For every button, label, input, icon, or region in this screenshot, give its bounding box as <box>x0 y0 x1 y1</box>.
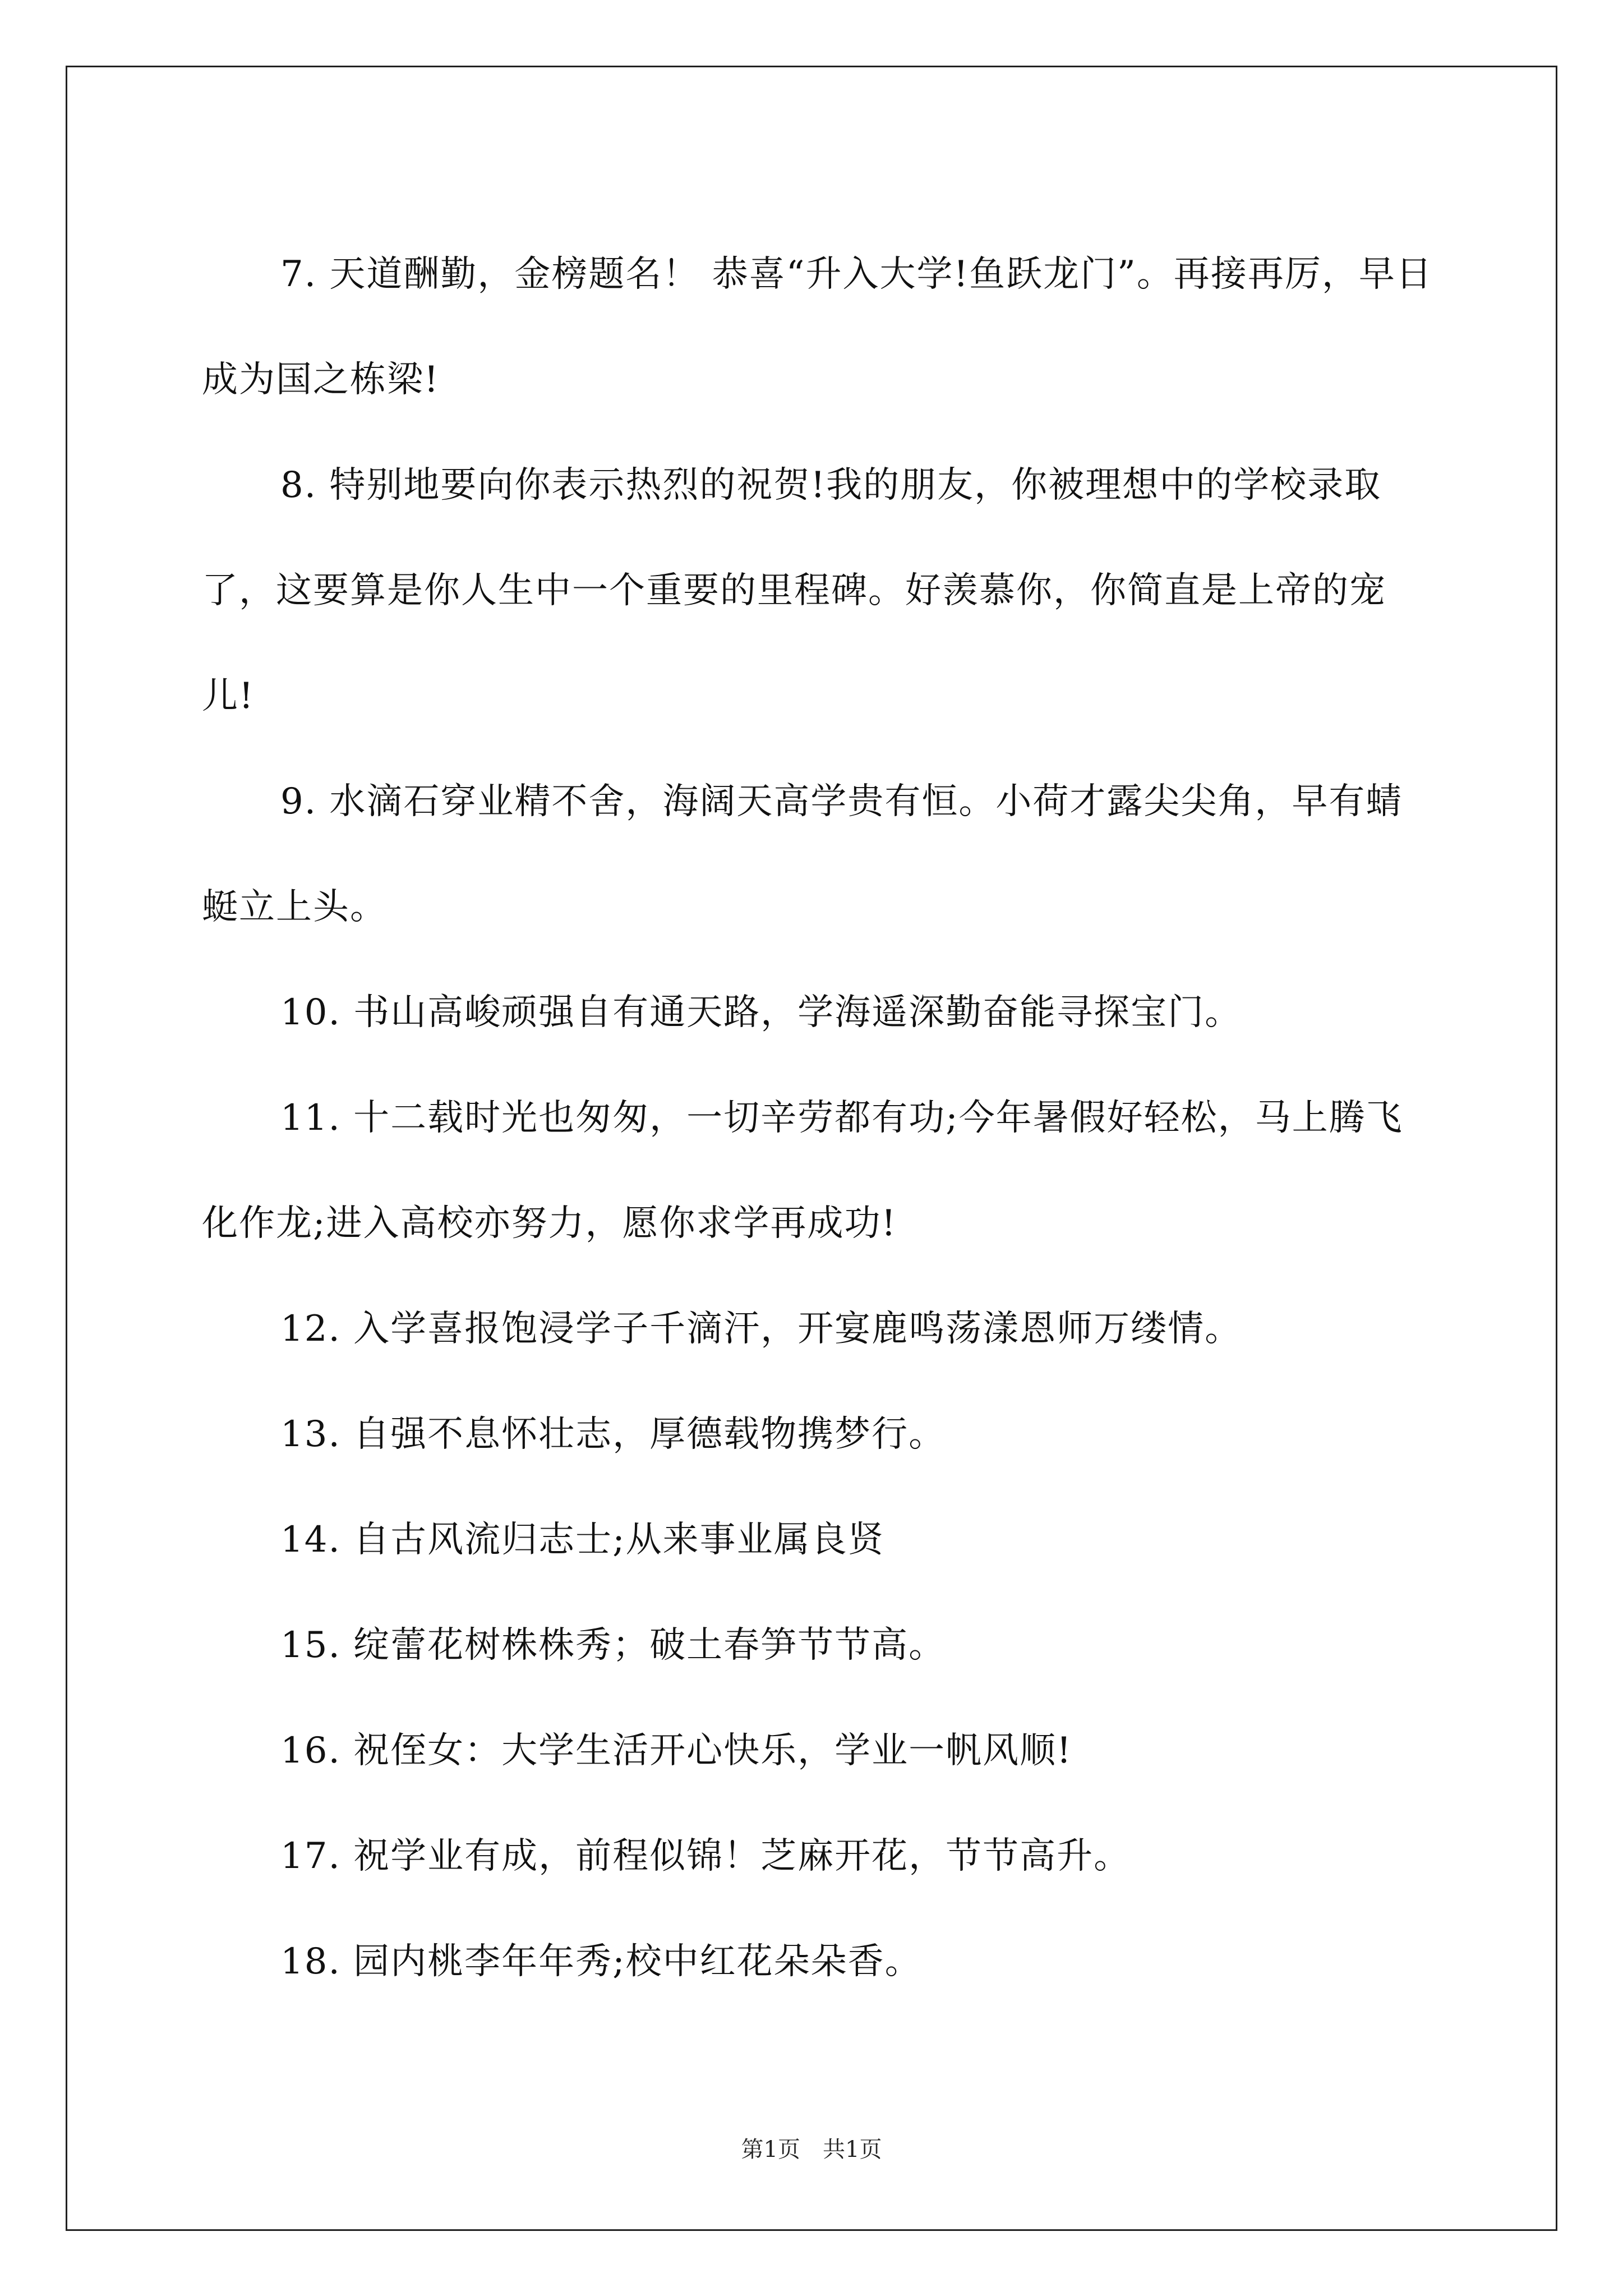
paragraph-15: 15. 绽蕾花树株株秀；破土春笋节节高。 <box>280 1625 946 1666</box>
paragraph-14: 14. 自古风流归志士;从来事业属良贤 <box>280 1519 885 1561</box>
paragraph-8: 8. 特别地要向你表示热烈的祝贺!我的朋友，你被理想中的学校录取了，这要算是你人生中一个重要的里程碑。好羡慕你，你简直是上帝的宠儿! <box>202 464 1386 717</box>
document-body <box>202 222 1436 2014</box>
paragraph-17: 17. 祝学业有成，前程似锦！芝麻开花，节节高升。 <box>280 1835 1131 1877</box>
paragraph-11: 11. 十二载时光也匆匆，一切辛劳都有功;今年暑假好轻松，马上腾飞化作龙;进入高校亦努力，愿你求学再成功! <box>202 1097 1403 1244</box>
paragraph-9: 9. 水滴石穿业精不舍，海阔天高学贵有恒。小荷才露尖尖角，早有蜻蜓立上头。 <box>202 781 1403 928</box>
paragraph-16: 16. 祝侄女：大学生活开心快乐，学业一帆风顺! <box>280 1730 1072 1772</box>
paragraph-7: 7. 天道酬勤，金榜题名！ 恭喜“升入大学!鱼跃龙门”。再接再厉，早日成为国之栋梁! <box>202 254 1433 401</box>
paragraph-12: 12. 入学喜报饱浸学子千滴汗，开宴鹿鸣荡漾恩师万缕情。 <box>280 1308 1242 1350</box>
paragraph-10: 10. 书山高峻顽强自有通天路，学海遥深勤奋能寻探宝门。 <box>280 992 1242 1033</box>
paragraph-18: 18. 园内桃李年年秀;校中红花朵朵香。 <box>280 1941 922 1982</box>
paragraph-13: 13. 自强不息怀壮志，厚德载物携梦行。 <box>280 1414 946 1455</box>
page-footer: 第1页 共1页 <box>741 2137 882 2162</box>
